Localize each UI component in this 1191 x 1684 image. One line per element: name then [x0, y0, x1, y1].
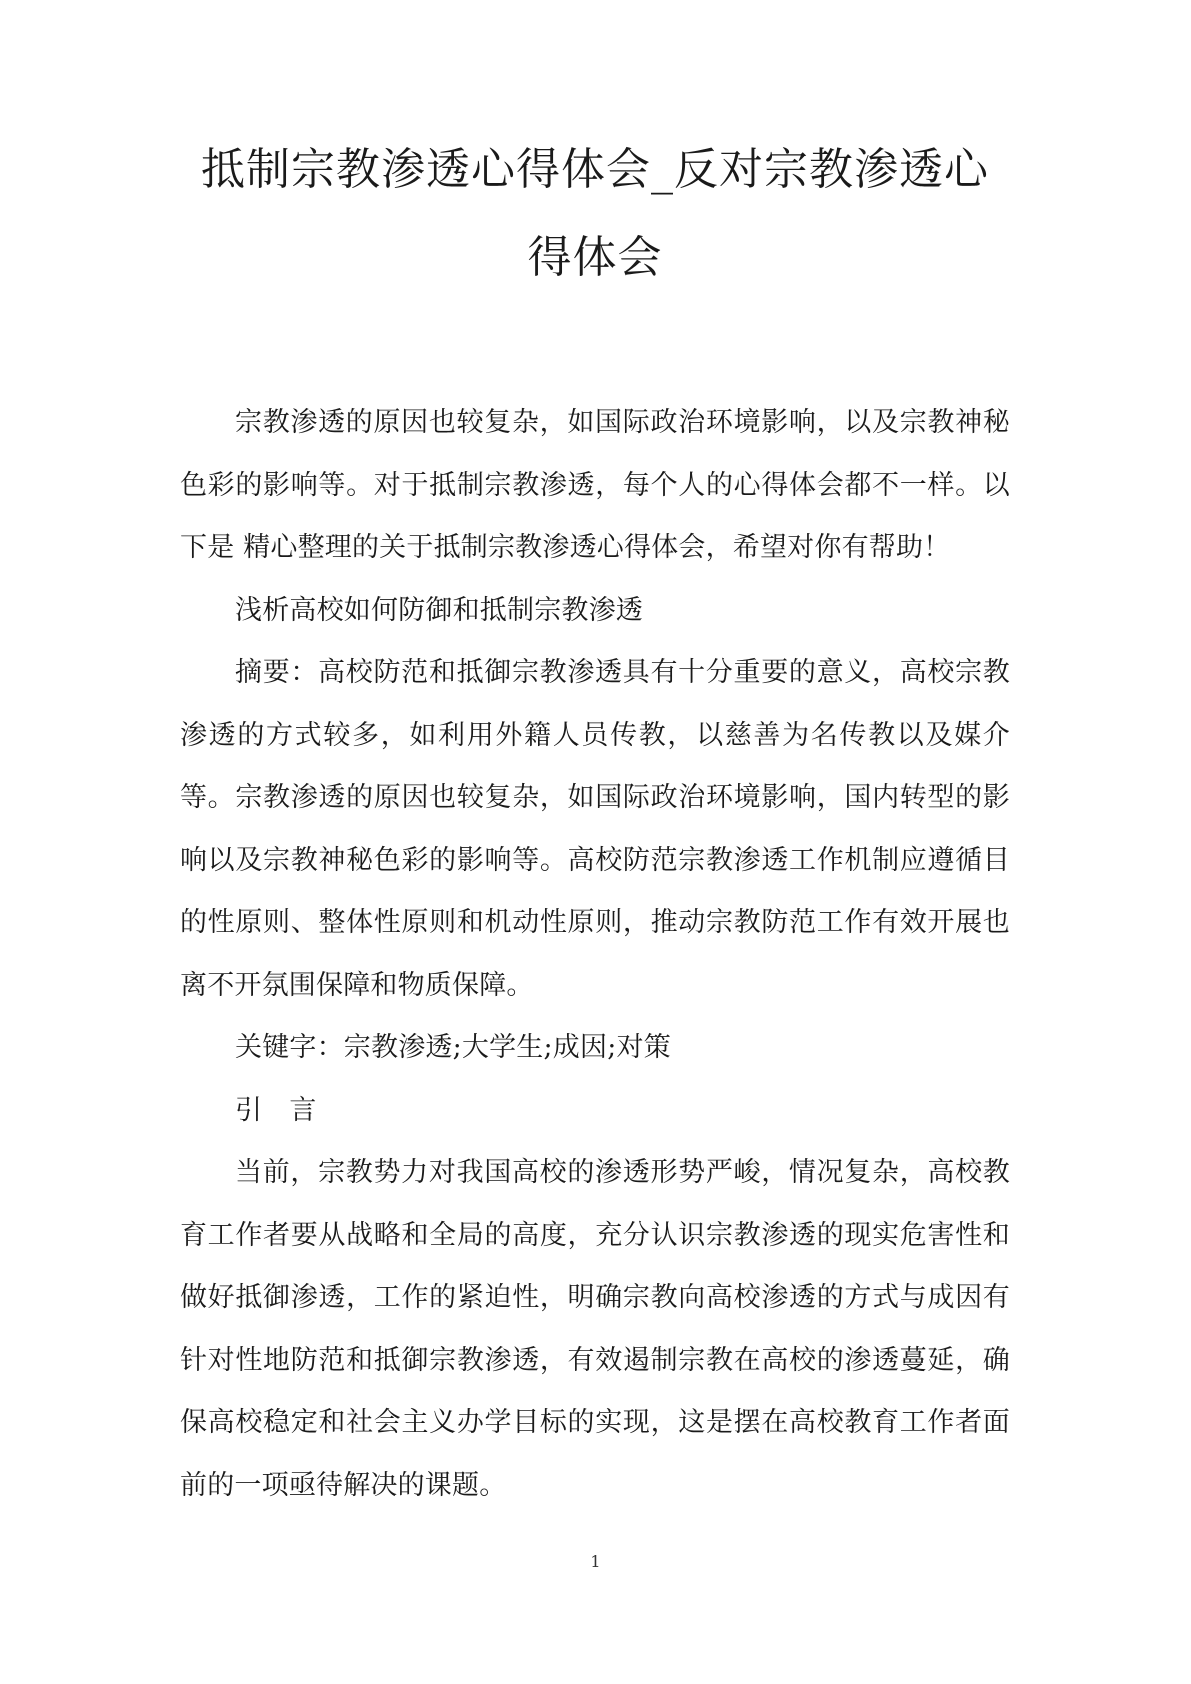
article-heading: 浅析高校如何防御和抵制宗教渗透: [235, 594, 643, 626]
introduction-paragraph: 当前，宗教势力对我国高校的渗透形势严峻，情况复杂，高校教育工作者要从战略和全局的高度，充分认识宗教渗透的现实危害性和做好抵御渗透，工作的紧迫性，明确宗教向高校渗透的方式与成因有针对性地防范和抵御宗教渗透，有效遏制宗教在高校的渗透蔓延，确保高校稳定和社会主义办学目标的实现，这是摆在高校教育工作者面前的一项亟待解决的课题。: [180, 1157, 1010, 1501]
abstract-paragraph: 摘要：高校防范和抵御宗教渗透具有十分重要的意义，高校宗教渗透的方式较多，如利用外籍人员传教，以慈善为名传教以及媒介等。宗教渗透的原因也较复杂，如国际政治环境影响，国内转型的影响以及宗教神秘色彩的影响等。高校防范宗教渗透工作机制应遵循目的性原则、整体性原则和机动性原则，推动宗教防范工作有效开展也离不开氛围保障和物质保障。: [180, 657, 1010, 1001]
document-title-line-2: 得体会: [527, 232, 663, 283]
document-body: [180, 392, 1010, 1517]
page-number: 1: [590, 1552, 601, 1571]
introduction-heading: 引 言: [235, 1094, 317, 1126]
keywords-paragraph: 关键字：宗教渗透;大学生;成因;对策: [235, 1032, 671, 1063]
document-title-line-1: 抵制宗教渗透心得体会_反对宗教渗透心: [201, 144, 989, 195]
intro-paragraph: 宗教渗透的原因也较复杂，如国际政治环境影响，以及宗教神秘色彩的影响等。对于抵制宗教渗透，每个人的心得体会都不一样。以下是 精心整理的关于抵制宗教渗透心得体会，希望对你有帮助！: [180, 407, 1010, 563]
